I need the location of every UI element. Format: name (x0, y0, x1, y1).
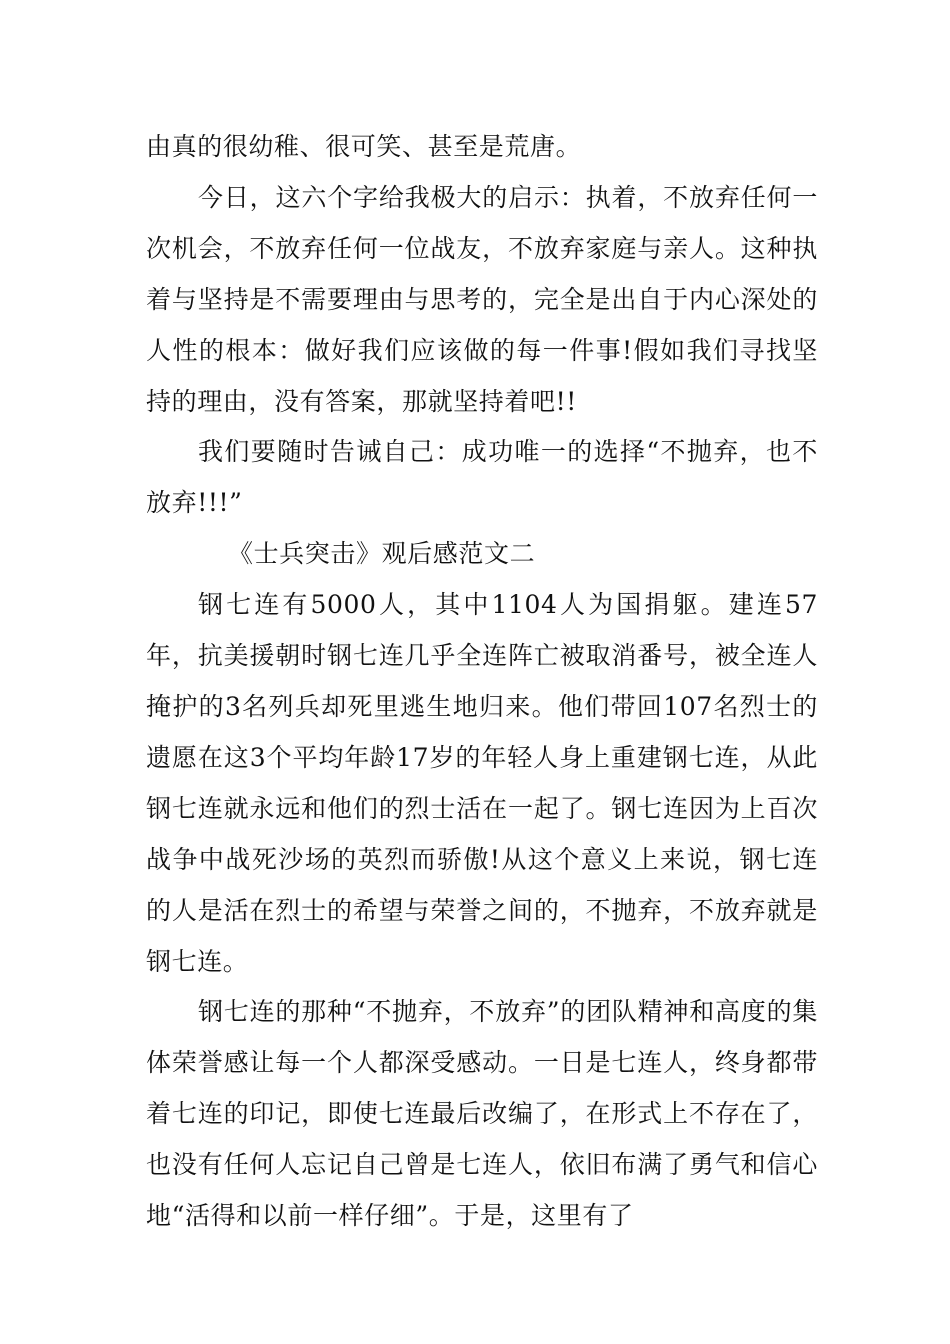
section-heading: 《士兵突击》观后感范文二 (228, 539, 536, 569)
paragraph-team-spirit: 钢七连的那种“不抛弃，不放弃”的团队精神和高度的集体荣誉感让每一个人都深受感动。一日是七连人，终身都带着七连的印记，即使七连最后改编了，在形式上不存在了，也没有任何人忘记自己曾是七连人，依旧布满了勇气和信心地“活得和以前一样仔细”。于是，这里有了 (146, 997, 818, 1231)
paragraph-insight: 今日，这六个字给我极大的启示：执着，不放弃任何一次机会，不放弃任何一位战友，不放弃家庭与亲人。这种执着与坚持是不需要理由与思考的，完全是出自于内心深处的人性的根本：做好我们应该做的每一件事!假如我们寻找坚持的理由，没有答案，那就坚持着吧!! (146, 182, 818, 416)
body-text (146, 122, 818, 1242)
paragraph-motto: 我们要随时告诫自己：成功唯一的选择“不抛弃，也不放弃!!!” (146, 437, 818, 518)
paragraph-company-history: 钢七连有5000人，其中1104人为国捐躯。建连57年，抗美援朝时钢七连几乎全连阵亡被取消番号，被全连人掩护的3名列兵却死里逃生地归来。他们带回107名烈士的遗愿在这3个平均年龄17岁的年轻人身上重建钢七连，从此钢七连就永远和他们的烈士活在一起了。钢七连因为上百次战争中战死沙场的英烈而骄傲!从这个意义上来说，钢七连的人是活在烈士的希望与荣誉之间的，不抛弃，不放弃就是钢七连。 (146, 590, 818, 976)
paragraph-continuation: 由真的很幼稚、很可笑、甚至是荒唐。 (146, 132, 582, 161)
